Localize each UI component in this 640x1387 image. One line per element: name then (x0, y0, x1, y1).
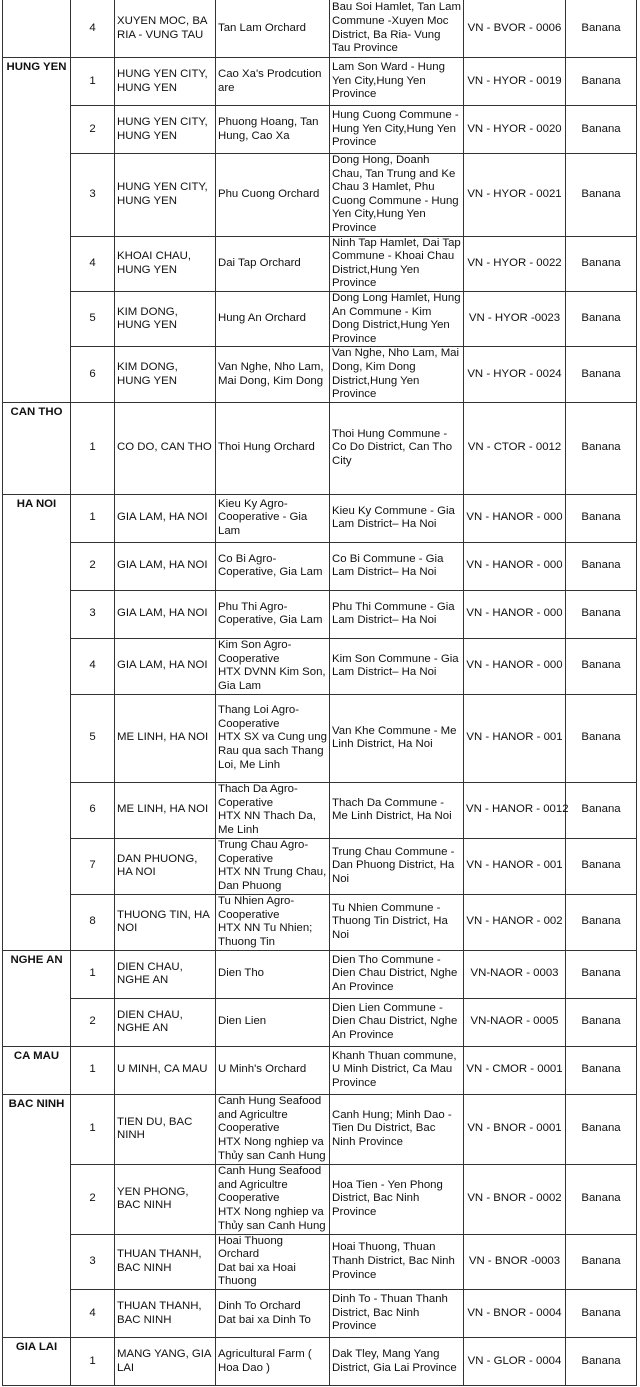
district-cell: HUNG YEN CITY, HUNG YEN (115, 106, 216, 154)
district-cell: YEN PHONG, BAC NINH (115, 1164, 216, 1234)
registration-code-cell: VN - HANOR - 000 (464, 638, 566, 694)
fruit-cell: Banana (566, 998, 637, 1046)
district-cell: THUAN THANH, BAC NINH (115, 1290, 216, 1338)
address-cell: Thoi Hung Commune -Co Do District, Can Tho City (330, 402, 464, 494)
fruit-cell: Banana (566, 638, 637, 694)
address-cell: Van Khe Commune - Me Linh District, Ha Noi (330, 694, 464, 782)
table-row (3, 694, 637, 782)
row-number-cell: 4 (71, 1290, 115, 1338)
table-row (3, 838, 637, 894)
registration-code-cell: VN - HANOR - 000 (464, 542, 566, 590)
orchard-name-cell: Canh Hung Seafood and Agricultre Cooperative HTX Nong nghiep va Thủy san Canh Hung (216, 1094, 330, 1164)
fruit-cell: Banana (566, 1046, 637, 1094)
district-cell: MANG YANG, GIA LAI (115, 1338, 216, 1386)
row-number-cell: 3 (71, 590, 115, 638)
fruit-cell: Banana (566, 838, 637, 894)
table-row (3, 1338, 637, 1386)
table-row (3, 590, 637, 638)
address-cell: Dien Lien Commune - Dien Chau District, Nghe An Province (330, 998, 464, 1046)
row-number-cell: 1 (71, 494, 115, 542)
province-cell: HUNG YEN (3, 58, 71, 403)
table-row (3, 291, 637, 346)
table-row (3, 402, 637, 494)
address-cell: Phu Thi Commune - Gia Lam District– Ha Noi (330, 590, 464, 638)
address-cell: Khanh Thuan commune, U Minh District, Ca Mau Province (330, 1046, 464, 1094)
address-cell: Dak Tley, Mang Yang District, Gia Lai Province (330, 1338, 464, 1386)
table-body (3, 0, 637, 1386)
fruit-cell: Banana (566, 1164, 637, 1234)
district-cell: KIM DONG, HUNG YEN (115, 291, 216, 346)
district-cell: CO DO, CAN THO (115, 402, 216, 494)
province-cell: CA MAU (3, 1046, 71, 1094)
registration-code-cell: VN - BNOR - 0004 (464, 1290, 566, 1338)
table-row (3, 106, 637, 154)
district-cell: KIM DONG, HUNG YEN (115, 347, 216, 402)
orchard-name-cell: Dai Tap Orchard (216, 236, 330, 291)
orchard-name-cell: Hoai Thuong Orchard Dat bai xa Hoai Thuong (216, 1234, 330, 1289)
row-number-cell: 6 (71, 782, 115, 838)
orchard-name-cell: Dinh To Orchard Dat bai xa Dinh To (216, 1290, 330, 1338)
table-row (3, 894, 637, 950)
row-number-cell: 4 (71, 236, 115, 291)
registration-code-cell: VN - BNOR - 0002 (464, 1164, 566, 1234)
fruit-cell: Banana (566, 0, 637, 58)
address-cell: Lam Son Ward - Hung Yen City,Hung Yen Province (330, 58, 464, 106)
registration-code-cell: VN - HANOR - 002 (464, 894, 566, 950)
fruit-cell: Banana (566, 291, 637, 346)
registration-code-cell: VN - HYOR - 0021 (464, 154, 566, 237)
district-cell: ME LINH, HA NOI (115, 694, 216, 782)
row-number-cell: 1 (71, 950, 115, 998)
address-cell: Bau Soi Hamlet, Tan Lam Commune -Xuyen Moc District, Ba Ria- Vung Tau Province (330, 0, 464, 58)
orchard-name-cell: U Minh's Orchard (216, 1046, 330, 1094)
district-cell: GIA LAM, HA NOI (115, 590, 216, 638)
orchard-name-cell: Thang Loi Agro-Cooperative HTX SX va Cung ung Rau qua sach Thang Loi, Me Linh (216, 694, 330, 782)
fruit-cell: Banana (566, 1338, 637, 1386)
district-cell: GIA LAM, HA NOI (115, 542, 216, 590)
fruit-cell: Banana (566, 58, 637, 106)
orchard-registry-table (2, 0, 637, 1386)
table-row (3, 998, 637, 1046)
registration-code-cell: VN - HANOR - 000 (464, 590, 566, 638)
row-number-cell: 2 (71, 1164, 115, 1234)
orchard-name-cell: Phu Thi Agro-Coperative, Gia Lam (216, 590, 330, 638)
province-cell: BAC NINH (3, 1094, 71, 1337)
row-number-cell: 4 (71, 638, 115, 694)
orchard-name-cell: Kieu Ky Agro-Cooperative - Gia Lam (216, 494, 330, 542)
table-row (3, 1164, 637, 1234)
registration-code-cell: VN - HANOR - 001 (464, 838, 566, 894)
registration-code-cell: VN - BVOR - 0006 (464, 0, 566, 58)
fruit-cell: Banana (566, 1290, 637, 1338)
orchard-name-cell: Canh Hung Seafood and Agricultre Cooperative HTX Nong nghiep va Thủy san Canh Hung (216, 1164, 330, 1234)
table-row (3, 1234, 637, 1289)
district-cell: HUNG YEN CITY, HUNG YEN (115, 154, 216, 237)
orchard-name-cell: Hung An Orchard (216, 291, 330, 346)
address-cell: Tu Nhien Commune - Thuong Tin District, Ha Noi (330, 894, 464, 950)
orchard-name-cell: Thoi Hung Orchard (216, 402, 330, 494)
fruit-cell: Banana (566, 694, 637, 782)
orchard-name-cell: Tan Lam Orchard (216, 0, 330, 58)
address-cell: Dinh To - Thuan Thanh District, Bac Ninh Province (330, 1290, 464, 1338)
registration-code-cell: VN - BNOR - 0001 (464, 1094, 566, 1164)
fruit-cell: Banana (566, 590, 637, 638)
address-cell: Dong Long Hamlet, Hung An Commune - Kim Dong District,Hung Yen Province (330, 291, 464, 346)
address-cell: Ninh Tap Hamlet, Dai Tap Commune - Khoai Chau District,Hung Yen Province (330, 236, 464, 291)
orchard-name-cell: Agricultural Farm ( Hoa Dao ) (216, 1338, 330, 1386)
district-cell: U MINH, CA MAU (115, 1046, 216, 1094)
row-number-cell: 5 (71, 291, 115, 346)
fruit-cell: Banana (566, 542, 637, 590)
table-row (3, 950, 637, 998)
fruit-cell: Banana (566, 950, 637, 998)
registration-code-cell: VN - BNOR -0003 (464, 1234, 566, 1289)
table-row (3, 494, 637, 542)
table-row (3, 1290, 637, 1338)
orchard-name-cell: Phu Cuong Orchard (216, 154, 330, 237)
address-cell: Hoa Tien - Yen Phong District, Bac Ninh Province (330, 1164, 464, 1234)
address-cell: Kieu Ky Commune - Gia Lam District– Ha Noi (330, 494, 464, 542)
registration-code-cell: VN - HANOR - 000 (464, 494, 566, 542)
district-cell: THUONG TIN, HA NOI (115, 894, 216, 950)
address-cell: Thach Da Commune - Me Linh District, Ha Noi (330, 782, 464, 838)
row-number-cell: 1 (71, 1094, 115, 1164)
orchard-name-cell: Dien Lien (216, 998, 330, 1046)
orchard-name-cell: Cao Xa's Prodcution are (216, 58, 330, 106)
address-cell: Co Bi Commune - Gia Lam District– Ha Noi (330, 542, 464, 590)
fruit-cell: Banana (566, 402, 637, 494)
address-cell: Dien Tho Commune - Dien Chau District, Nghe An Province (330, 950, 464, 998)
district-cell: GIA LAM, HA NOI (115, 638, 216, 694)
table-row (3, 638, 637, 694)
province-cell: GIA LAI (3, 1338, 71, 1386)
row-number-cell: 8 (71, 894, 115, 950)
fruit-cell: Banana (566, 1234, 637, 1289)
address-cell: Hung Cuong Commune - Hung Yen City,Hung Yen Province (330, 106, 464, 154)
address-cell: Kim Son Commune - Gia Lam District– Ha Noi (330, 638, 464, 694)
province-cell: HA NOI (3, 494, 71, 950)
table-row (3, 1046, 637, 1094)
fruit-cell: Banana (566, 894, 637, 950)
registration-code-cell: VN - GLOR - 0004 (464, 1338, 566, 1386)
address-cell: Trung Chau Commune - Dan Phuong District, Ha Noi (330, 838, 464, 894)
orchard-name-cell: Trung Chau Agro-Coperative HTX NN Trung Chau, Dan Phuong (216, 838, 330, 894)
fruit-cell: Banana (566, 154, 637, 237)
province-cell: NGHE AN (3, 950, 71, 1046)
registration-code-cell: VN - HANOR - 0012 (464, 782, 566, 838)
row-number-cell: 1 (71, 402, 115, 494)
row-number-cell: 1 (71, 1046, 115, 1094)
district-cell: DIEN CHAU, NGHE AN (115, 998, 216, 1046)
district-cell: DIEN CHAU, NGHE AN (115, 950, 216, 998)
table-row (3, 782, 637, 838)
row-number-cell: 3 (71, 1234, 115, 1289)
orchard-name-cell: Kim Son Agro-Cooperative HTX DVNN Kim Son, Gia Lam (216, 638, 330, 694)
row-number-cell: 1 (71, 58, 115, 106)
address-cell: Hoai Thuong, Thuan Thanh District, Bac Ninh Province (330, 1234, 464, 1289)
registration-code-cell: VN - HYOR - 0024 (464, 347, 566, 402)
orchard-name-cell: Dien Tho (216, 950, 330, 998)
registration-code-cell: VN-NAOR - 0005 (464, 998, 566, 1046)
orchard-name-cell: Co Bi Agro-Coperative, Gia Lam (216, 542, 330, 590)
district-cell: GIA LAM, HA NOI (115, 494, 216, 542)
address-cell: Van Nghe, Nho Lam, Mai Dong, Kim Dong District,Hung Yen Province (330, 347, 464, 402)
row-number-cell: 3 (71, 154, 115, 237)
table-row (3, 347, 637, 402)
row-number-cell: 2 (71, 998, 115, 1046)
fruit-cell: Banana (566, 106, 637, 154)
row-number-cell: 2 (71, 542, 115, 590)
fruit-cell: Banana (566, 782, 637, 838)
province-cell: CAN THO (3, 402, 71, 494)
fruit-cell: Banana (566, 347, 637, 402)
district-cell: TIEN DU, BAC NINH (115, 1094, 216, 1164)
orchard-name-cell: Tu Nhien Agro-Cooperative HTX NN Tu Nhien; Thuong Tin (216, 894, 330, 950)
row-number-cell: 5 (71, 694, 115, 782)
row-number-cell: 6 (71, 347, 115, 402)
registration-code-cell: VN-NAOR - 0003 (464, 950, 566, 998)
orchard-name-cell: Thach Da Agro-Coperative HTX NN Thach Da, Me Linh (216, 782, 330, 838)
district-cell: KHOAI CHAU, HUNG YEN (115, 236, 216, 291)
province-cell (3, 0, 71, 58)
row-number-cell: 4 (71, 0, 115, 58)
district-cell: HUNG YEN CITY, HUNG YEN (115, 58, 216, 106)
registration-code-cell: VN - HANOR - 001 (464, 694, 566, 782)
row-number-cell: 2 (71, 106, 115, 154)
registration-code-cell: VN - HYOR - 0020 (464, 106, 566, 154)
table-row (3, 0, 637, 58)
table-row (3, 154, 637, 237)
fruit-cell: Banana (566, 1094, 637, 1164)
row-number-cell: 1 (71, 1338, 115, 1386)
address-cell: Dong Hong, Doanh Chau, Tan Trung and Ke Chau 3 Hamlet, Phu Cuong Commune - Hung Yen City,Hung Yen Province (330, 154, 464, 237)
district-cell: XUYEN MOC, BA RIA - VUNG TAU (115, 0, 216, 58)
registration-code-cell: VN - HYOR - 0019 (464, 58, 566, 106)
address-cell: Canh Hung; Minh Dao - Tien Du District, Bac Ninh Province (330, 1094, 464, 1164)
district-cell: ME LINH, HA NOI (115, 782, 216, 838)
row-number-cell: 7 (71, 838, 115, 894)
registration-code-cell: VN - CTOR - 0012 (464, 402, 566, 494)
fruit-cell: Banana (566, 494, 637, 542)
district-cell: DAN PHUONG, HA NOI (115, 838, 216, 894)
registration-code-cell: VN - HYOR -0023 (464, 291, 566, 346)
orchard-name-cell: Van Nghe, Nho Lam, Mai Dong, Kim Dong (216, 347, 330, 402)
registration-code-cell: VN - CMOR - 0001 (464, 1046, 566, 1094)
table-row (3, 542, 637, 590)
orchard-name-cell: Phuong Hoang, Tan Hung, Cao Xa (216, 106, 330, 154)
table-row (3, 58, 637, 106)
table-row (3, 236, 637, 291)
table-row (3, 1094, 637, 1164)
district-cell: THUAN THANH, BAC NINH (115, 1234, 216, 1289)
registration-code-cell: VN - HYOR - 0022 (464, 236, 566, 291)
fruit-cell: Banana (566, 236, 637, 291)
